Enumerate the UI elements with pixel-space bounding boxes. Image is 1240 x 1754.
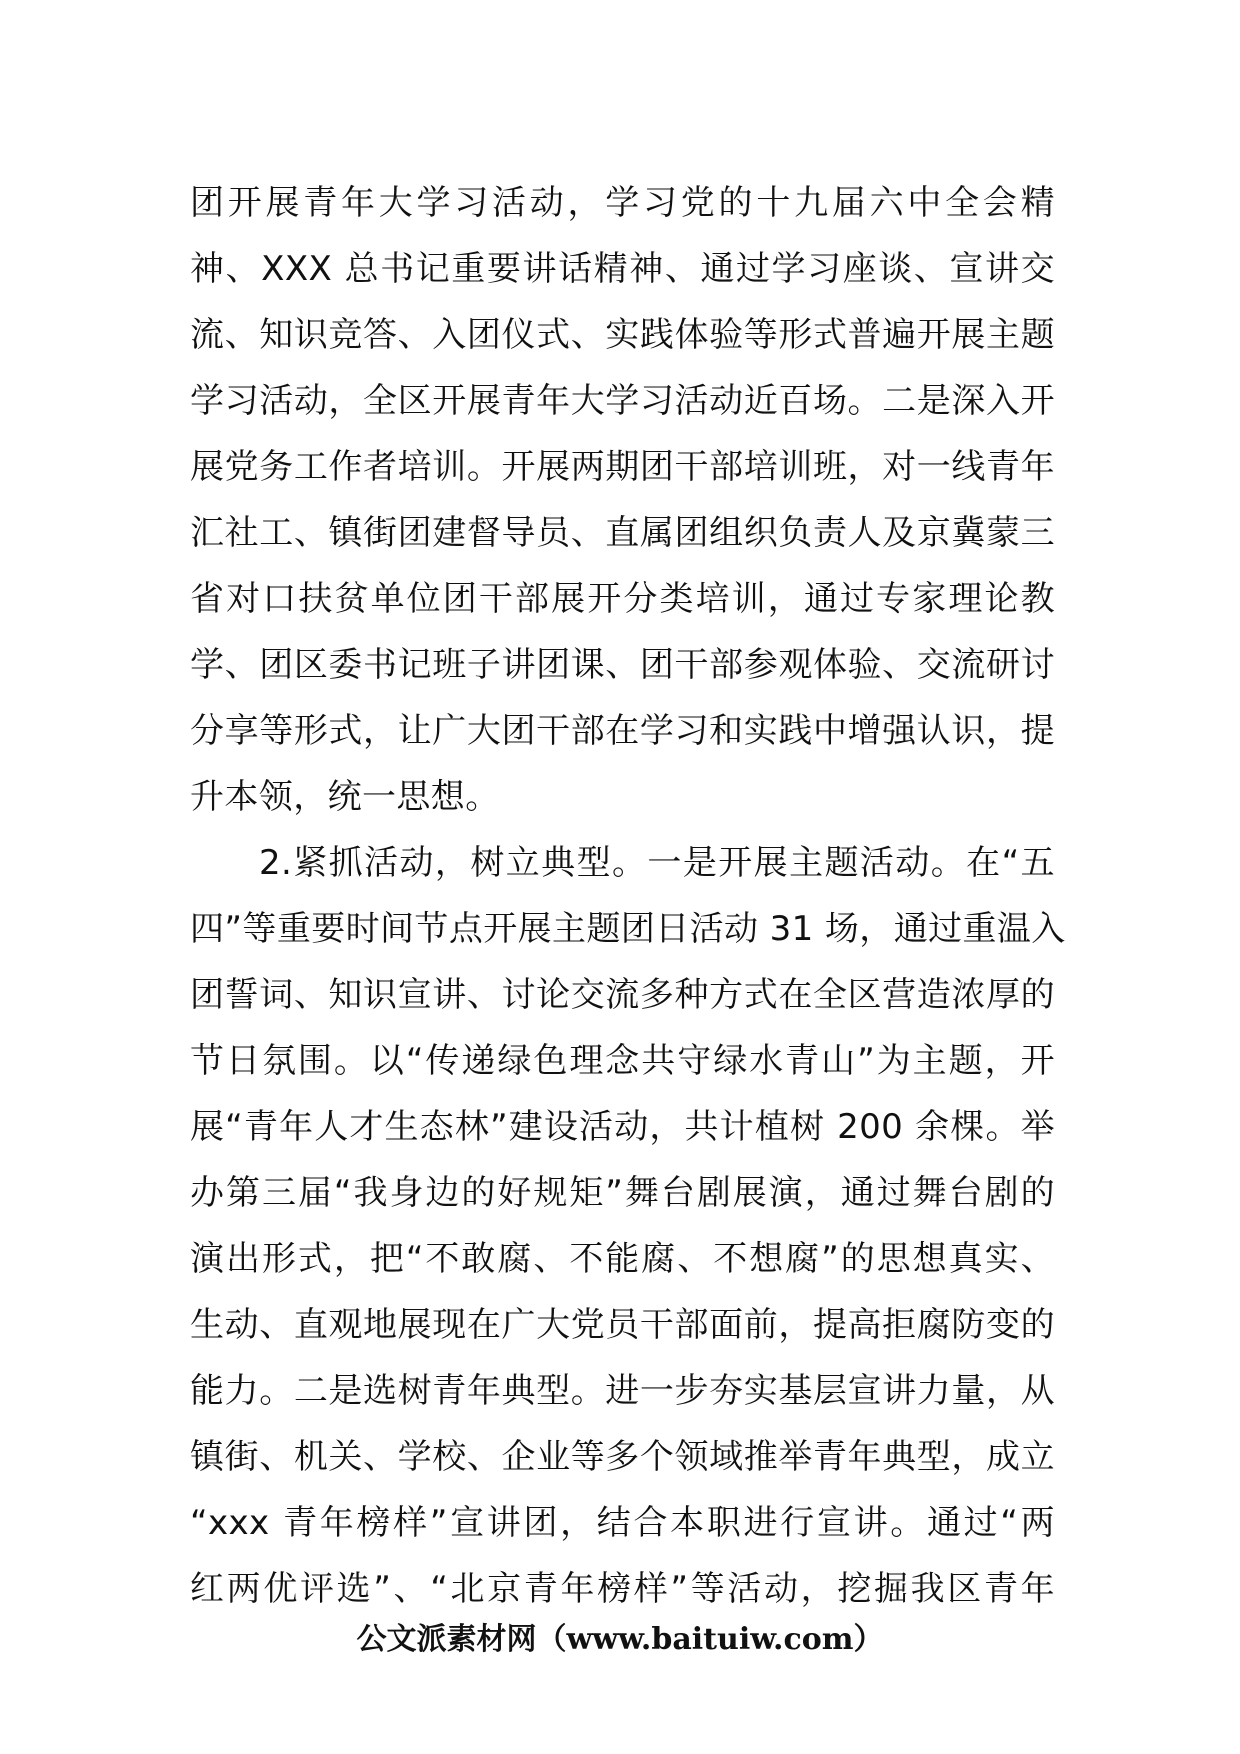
text-line: 展“青年人才生态林”建设活动，共计植树 200 余棵。举 [190,1107,1055,1147]
text-line: 团誓词、知识宣讲、讨论交流多种方式在全区营造浓厚的 [190,975,1055,1015]
text-line: 生动、直观地展现在广大党员干部面前，提高拒腐防变的 [190,1305,1055,1345]
text-line: 节日氛围。以“传递绿色理念共守绿水青山”为主题，开 [190,1041,1055,1081]
paragraph-first-line: 2.紧抓活动，树立典型。一是开展主题活动。在“五 [259,843,1055,883]
text-line: 流、知识竞答、入团仪式、实践体验等形式普遍开展主题 [190,315,1055,355]
text-line: “xxx 青年榜样”宣讲团，结合本职进行宣讲。通过“两 [190,1503,1055,1543]
text-line: 省对口扶贫单位团干部展开分类培训，通过专家理论教 [190,579,1055,619]
text-line: 办第三届“我身边的好规矩”舞台剧展演，通过舞台剧的 [190,1173,1055,1213]
text-line: 四”等重要时间节点开展主题团日活动 31 场，通过重温入 [190,909,1066,949]
text-line: 红两优评选”、“北京青年榜样”等活动，挖掘我区青年 [190,1569,1055,1609]
text-line: 学习活动，全区开展青年大学习活动近百场。二是深入开 [190,381,1055,421]
text-line: 汇社工、镇街团建督导员、直属团组织负责人及京冀蒙三 [190,513,1055,553]
text-line: 神、XXX 总书记重要讲话精神、通过学习座谈、宣讲交 [190,249,1055,289]
text-line: 能力。二是选树青年典型。进一步夯实基层宣讲力量，从 [190,1371,1055,1411]
text-line: 学、团区委书记班子讲团课、团干部参观体验、交流研讨 [190,645,1055,685]
text-line: 展党务工作者培训。开展两期团干部培训班，对一线青年 [190,447,1055,487]
text-line: 演出形式，把“不敢腐、不能腐、不想腐”的思想真实、 [190,1239,1055,1279]
paragraph-end-line: 升本领，统一思想。 [190,777,500,817]
source-footer: 公文派素材网（www.baituiw.com） [356,1622,884,1657]
text-line: 镇街、机关、学校、企业等多个领域推举青年典型，成立 [190,1437,1055,1477]
document-body [190,173,1066,1625]
text-line: 团开展青年大学习活动，学习党的十九届六中全会精 [190,183,1055,223]
text-line: 分享等形式，让广大团干部在学习和实践中增强认识，提 [190,711,1055,751]
